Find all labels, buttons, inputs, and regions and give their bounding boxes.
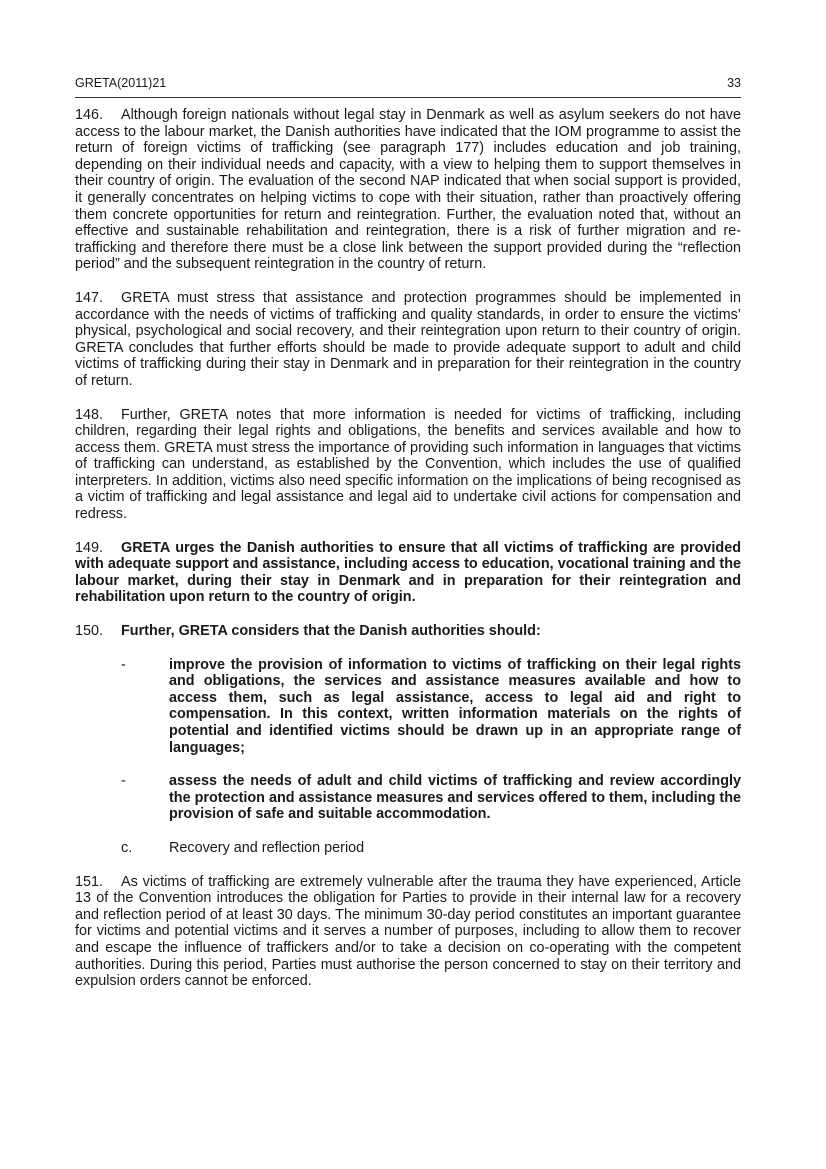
paragraph-text: Further, GRETA notes that more information is needed for victims of trafficking, including children, regarding their legal rights and obligations, the benefits and services available and how to access them. GRETA must stress the importance of providing such information in languages that victims of trafficking can understand, as established by the Convention, which includes the use of qualified interpreters. In addition, victims also need specific information on the implications of being recognised as a victim of trafficking and legal assistance and legal aid to undertake civil actions for compensation and redress.: [75, 406, 741, 523]
section-heading-c: [75, 840, 741, 857]
paragraph-number: 146.: [75, 107, 104, 123]
list-item-text: improve the provision of information to victims of trafficking on their legal rights and obligations, the services and assistance measures available and how to access them, such as legal assistance, access to legal aid and right to compensation. In this context, written information materials on the rights of potential and identified victims should be drawn up in an appropriate range of languages;: [169, 656, 741, 756]
list-item-text: assess the needs of adult and child victims of trafficking and review accordingly the protection and assistance measures and services offered to them, including the provision of safe and suitable accommodation.: [169, 773, 741, 823]
paragraph-number: 147.: [75, 289, 104, 306]
paragraph-147: [75, 290, 741, 390]
paragraph-148: [75, 407, 741, 523]
paragraph-number: 148.: [75, 406, 104, 423]
paragraph-text: As victims of trafficking are extremely vulnerable after the trauma they have experienced, Article 13 of the Convention introduces the obligation for Parties to provide in their internal law for a recovery and reflection period of at least 30 days. The minimum 30-day period constitutes an important guarantee for victims and potential victims and it serves a number of purposes, including to allow them to recover and escape the influence of traffickers and/or to take a decision on co-operating with the competent authorities. During this period, Parties must authorise the person concerned to stay on their territory and expulsion orders cannot be enforced.: [75, 873, 741, 990]
section-letter: c.: [121, 839, 133, 856]
paragraph-146: [75, 107, 741, 273]
bullet-dash: -: [121, 656, 126, 673]
page-number: 33: [727, 76, 741, 90]
paragraph-151: [75, 874, 741, 990]
paragraph-number: 149.: [75, 539, 104, 556]
header-divider: [75, 97, 741, 98]
paragraph-text: GRETA urges the Danish authorities to ensure that all victims of trafficking are provided with adequate support and assistance, including access to education, vocational training and the labour market, during their stay in Denmark and in preparation for their reintegration and rehabilitation upon return to the country of origin.: [75, 539, 741, 606]
list-item: [75, 657, 741, 757]
bullet-dash: -: [121, 773, 126, 790]
paragraph-number: 150.: [75, 623, 104, 640]
paragraph-text: Although foreign nationals without legal stay in Denmark as well as asylum seekers do not have access to the labour market, the Danish authorities have indicated that the IOM programme to assist the return of foreign victims of trafficking (see paragraph 177) includes education and job training, depending on their individual needs and capacity, with a view to helping them to support themselves in their country of origin. The evaluation of the second NAP indicated that when social support is provided, it generally concentrates on helping victims to cope with their situation, rather than proactively offering them concrete opportunities for return and reintegration. Further, the evaluation noted that, without an effective and sustainable rehabilitation and reintegration, there is a risk of further migration and re-trafficking and therefore there must be a close link between the support provided during the “reflection period” and the subsequent reintegration in the country of return.: [75, 107, 741, 273]
document-reference: GRETA(2011)21: [75, 76, 167, 90]
paragraph-text: Further, GRETA considers that the Danish authorities should:: [121, 623, 541, 640]
list-item: [75, 773, 741, 823]
recommendation-list: [75, 657, 741, 823]
paragraph-149-recommendation: [75, 540, 741, 606]
paragraph-150-recommendation: [75, 623, 741, 640]
paragraph-number: 151.: [75, 873, 104, 890]
section-title: Recovery and reflection period: [169, 839, 365, 856]
page-header: [75, 75, 741, 91]
paragraph-text: GRETA must stress that assistance and protection programmes should be implemented in accordance with the needs of victims of trafficking and quality standards, in order to ensure the victims’ physical, psychological and social recovery, and their reintegration upon return to their country of origin. GRETA concludes that further efforts should be made to provide adequate support to adult and child victims of trafficking during their stay in Denmark and in preparation for their reintegration in the country of return.: [75, 289, 741, 389]
document-body: [75, 107, 741, 1007]
